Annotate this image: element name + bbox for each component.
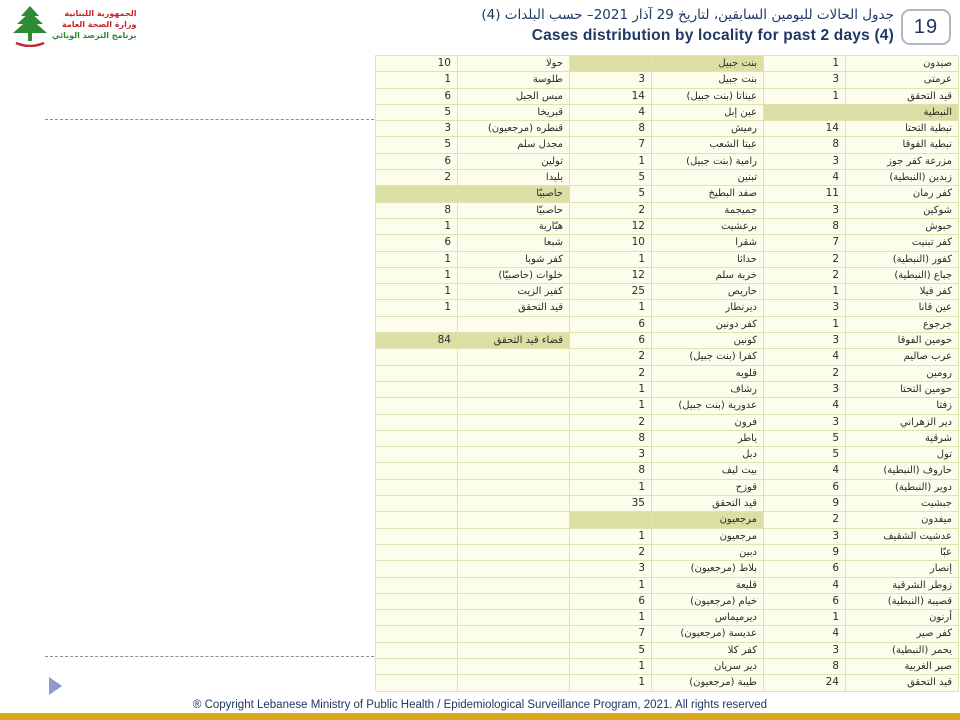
locality-name-cell: جميجمة xyxy=(652,203,764,219)
case-count-cell: 10 xyxy=(376,56,458,72)
case-count-cell xyxy=(376,626,458,642)
slide-title xyxy=(481,5,894,46)
case-count-cell: 1 xyxy=(570,659,652,675)
locality-name-cell: كفر تبنيت xyxy=(846,235,959,251)
locality-name-cell: دير سريان xyxy=(652,659,764,675)
case-count-cell xyxy=(376,415,458,431)
locality-name-cell: حومين الفوقا xyxy=(846,333,959,349)
case-count-cell: 84 xyxy=(376,333,458,349)
page-number-badge xyxy=(901,9,951,45)
locality-name-cell xyxy=(458,382,570,398)
locality-name-cell xyxy=(458,349,570,365)
case-count-cell: 1 xyxy=(570,529,652,545)
case-count-cell: 6 xyxy=(764,480,846,496)
case-count-cell: 1 xyxy=(376,219,458,235)
locality-name-cell: فرون xyxy=(652,415,764,431)
dashed-guide-line-bottom xyxy=(45,656,374,657)
locality-name-cell: قيد التحقق xyxy=(846,675,959,691)
locality-name-cell: يحمر (النبطية) xyxy=(846,643,959,659)
case-count-cell: 1 xyxy=(376,284,458,300)
case-count-cell: 1 xyxy=(764,284,846,300)
locality-name-cell: دير الزهراني xyxy=(846,415,959,431)
case-count-cell: 25 xyxy=(570,284,652,300)
locality-name-cell: كفر كلا xyxy=(652,643,764,659)
locality-name-cell: شرقية xyxy=(846,431,959,447)
case-count-cell: 3 xyxy=(376,121,458,137)
locality-name-cell: عين قانا xyxy=(846,300,959,316)
logo-line-ministry: وزارة الصحة العامة xyxy=(61,20,137,29)
locality-name-cell: ديرميماس xyxy=(652,610,764,626)
locality-name-cell xyxy=(458,561,570,577)
locality-name-cell xyxy=(458,626,570,642)
case-count-cell: 6 xyxy=(376,89,458,105)
locality-name-cell: رامية (بنت جبيل) xyxy=(652,154,764,170)
case-count-cell: 4 xyxy=(570,105,652,121)
case-count-cell: 3 xyxy=(764,333,846,349)
case-count-cell: 4 xyxy=(764,170,846,186)
case-count-cell xyxy=(376,349,458,365)
locality-name-cell xyxy=(458,317,570,333)
locality-name-cell: رومين xyxy=(846,366,959,382)
case-count-cell: 2 xyxy=(570,545,652,561)
case-count-cell: 8 xyxy=(764,219,846,235)
locality-name-cell: كفر رمان xyxy=(846,186,959,202)
title-arabic: جدول الحالات لليومين السابقين، لتاريخ 29 آذار 2021– حسب البلدات (4) xyxy=(481,7,894,23)
locality-name-cell: عبّا xyxy=(846,545,959,561)
case-count-cell: 8 xyxy=(764,137,846,153)
locality-name-cell xyxy=(458,415,570,431)
locality-name-cell: مزرعة كفر جوز xyxy=(846,154,959,170)
locality-name-cell: جباع (النبطية) xyxy=(846,268,959,284)
case-count-cell: 8 xyxy=(764,659,846,675)
locality-name-cell: صفد البطيخ xyxy=(652,186,764,202)
locality-name-cell: زفتا xyxy=(846,398,959,414)
locality-name-cell: خلوات (حاصبيّا) xyxy=(458,268,570,284)
locality-name-cell: قيد التحقق xyxy=(458,300,570,316)
locality-name-cell xyxy=(458,447,570,463)
locality-name-cell: مرجعيون xyxy=(652,529,764,545)
locality-name-cell: قليعة xyxy=(652,578,764,594)
locality-name-cell: كفر صير xyxy=(846,626,959,642)
case-count-cell: 3 xyxy=(764,300,846,316)
case-count-cell xyxy=(376,447,458,463)
case-count-cell xyxy=(376,186,458,202)
case-count-cell: 1 xyxy=(570,382,652,398)
case-count-cell: 5 xyxy=(376,137,458,153)
case-count-cell: 2 xyxy=(570,203,652,219)
locality-name-cell: حاروف (النبطية) xyxy=(846,463,959,479)
locality-name-cell: ديرنطار xyxy=(652,300,764,316)
case-count-cell: 1 xyxy=(570,578,652,594)
case-count-cell: 11 xyxy=(764,186,846,202)
locality-name-cell: خربة سلم xyxy=(652,268,764,284)
locality-name-cell: عرمتى xyxy=(846,72,959,88)
logo-text xyxy=(52,5,136,41)
case-count-cell: 5 xyxy=(570,643,652,659)
case-count-cell: 1 xyxy=(376,300,458,316)
locality-name-cell: عدشيت الشقيف xyxy=(846,529,959,545)
locality-name-cell xyxy=(458,463,570,479)
case-count-cell xyxy=(376,594,458,610)
locality-name-cell: قبريخا xyxy=(458,105,570,121)
locality-name-cell: كفر شوبا xyxy=(458,252,570,268)
district-header-cell: حاصبيّا xyxy=(458,186,570,202)
locality-name-cell: قيد التحقق xyxy=(652,496,764,512)
case-count-cell: 1 xyxy=(376,268,458,284)
case-count-cell: 9 xyxy=(764,496,846,512)
locality-name-cell: عيتا الشعب xyxy=(652,137,764,153)
case-count-cell xyxy=(376,675,458,691)
locality-name-cell: جبشيت xyxy=(846,496,959,512)
case-count-cell: 6 xyxy=(376,154,458,170)
locality-name-cell xyxy=(458,480,570,496)
case-count-cell xyxy=(376,317,458,333)
locality-name-cell xyxy=(458,496,570,512)
locality-name-cell: نبطية الفوقا xyxy=(846,137,959,153)
locality-name-cell: ياطر xyxy=(652,431,764,447)
locality-name-cell: طيبة (مرجعيون) xyxy=(652,675,764,691)
footer-gold-bar xyxy=(0,713,960,720)
case-count-cell: 10 xyxy=(570,235,652,251)
locality-name-cell: تولين xyxy=(458,154,570,170)
locality-name-cell: كفر دونين xyxy=(652,317,764,333)
locality-name-cell: قوزح xyxy=(652,480,764,496)
case-count-cell: 3 xyxy=(764,382,846,398)
logo-line-republic: الجمهورية اللبنانية xyxy=(64,9,137,18)
dashed-guide-line-top xyxy=(45,119,374,120)
case-count-cell: 4 xyxy=(764,349,846,365)
locality-name-cell: حاصبيّا xyxy=(458,203,570,219)
case-count-cell xyxy=(764,105,846,121)
locality-name-cell: قيد التحقق xyxy=(846,89,959,105)
copyright-text: ® Copyright Lebanese Ministry of Public Health / Epidemiological Surveillance Program, 2021. All rights reserved xyxy=(192,699,768,711)
locality-name-cell: زبدين (النبطية) xyxy=(846,170,959,186)
locality-name-cell: شبعا xyxy=(458,235,570,251)
case-count-cell: 2 xyxy=(764,268,846,284)
locality-name-cell xyxy=(458,529,570,545)
case-count-cell: 2 xyxy=(570,349,652,365)
case-count-cell: 6 xyxy=(570,317,652,333)
locality-name-cell: شقرا xyxy=(652,235,764,251)
district-header-cell: بنت جبيل xyxy=(652,56,764,72)
case-count-cell: 8 xyxy=(570,463,652,479)
locality-name-cell: تبنين xyxy=(652,170,764,186)
locality-name-cell: قلويه xyxy=(652,366,764,382)
locality-name-cell xyxy=(458,643,570,659)
case-count-cell xyxy=(376,512,458,528)
case-count-cell: 1 xyxy=(764,89,846,105)
locality-name-cell: دوير (النبطية) xyxy=(846,480,959,496)
case-count-cell: 4 xyxy=(764,398,846,414)
locality-name-cell: حداثا xyxy=(652,252,764,268)
locality-name-cell: زوطر الشرقية xyxy=(846,578,959,594)
case-count-cell: 1 xyxy=(570,675,652,691)
locality-name-cell: أرنون xyxy=(846,610,959,626)
case-count-cell: 3 xyxy=(764,203,846,219)
locality-name-cell xyxy=(458,578,570,594)
locality-name-cell xyxy=(458,512,570,528)
case-count-cell: 6 xyxy=(376,235,458,251)
case-count-cell: 12 xyxy=(570,219,652,235)
case-count-cell: 7 xyxy=(570,626,652,642)
locality-name-cell: دبل xyxy=(652,447,764,463)
page-number: 19 xyxy=(913,15,939,38)
locality-name-cell: برعشيت xyxy=(652,219,764,235)
case-count-cell: 35 xyxy=(570,496,652,512)
case-count-cell: 1 xyxy=(570,398,652,414)
locality-name-cell: شوكين xyxy=(846,203,959,219)
case-count-cell: 3 xyxy=(570,447,652,463)
locality-name-cell: صير الغربية xyxy=(846,659,959,675)
case-count-cell: 8 xyxy=(570,121,652,137)
locality-name-cell: هبّارية xyxy=(458,219,570,235)
case-count-cell: 3 xyxy=(764,529,846,545)
locality-name-cell: قصيبة (النبطية) xyxy=(846,594,959,610)
locality-name-cell: جرجوع xyxy=(846,317,959,333)
cedar-tree-icon xyxy=(12,5,48,47)
locality-name-cell: بنت جبيل xyxy=(652,72,764,88)
case-count-cell: 4 xyxy=(764,578,846,594)
locality-name-cell: حومين التحتا xyxy=(846,382,959,398)
case-count-cell: 1 xyxy=(570,154,652,170)
case-count-cell: 1 xyxy=(570,300,652,316)
district-header-cell: النبطية xyxy=(846,105,959,121)
case-count-cell: 3 xyxy=(764,72,846,88)
case-count-cell xyxy=(376,545,458,561)
locality-name-cell xyxy=(458,659,570,675)
case-count-cell xyxy=(376,431,458,447)
case-count-cell: 3 xyxy=(570,72,652,88)
locality-name-cell: تول xyxy=(846,447,959,463)
case-count-cell xyxy=(570,56,652,72)
case-count-cell: 3 xyxy=(764,154,846,170)
case-count-cell: 8 xyxy=(570,431,652,447)
locality-name-cell: كونين xyxy=(652,333,764,349)
case-count-cell xyxy=(376,382,458,398)
case-count-cell: 2 xyxy=(764,366,846,382)
case-count-cell: 6 xyxy=(570,333,652,349)
case-count-cell: 1 xyxy=(570,480,652,496)
case-count-cell: 3 xyxy=(570,561,652,577)
locality-name-cell: إنصار xyxy=(846,561,959,577)
locality-name-cell xyxy=(458,675,570,691)
case-count-cell xyxy=(376,463,458,479)
case-count-cell xyxy=(376,659,458,675)
case-count-cell xyxy=(376,366,458,382)
cases-table xyxy=(375,55,958,691)
locality-name-cell: ميس الجبل xyxy=(458,89,570,105)
case-count-cell: 6 xyxy=(570,594,652,610)
locality-name-cell: بلاط (مرجعيون) xyxy=(652,561,764,577)
case-count-cell: 3 xyxy=(764,643,846,659)
locality-name-cell: خيام (مرجعيون) xyxy=(652,594,764,610)
case-count-cell xyxy=(570,512,652,528)
case-count-cell: 5 xyxy=(376,105,458,121)
case-count-cell: 1 xyxy=(764,610,846,626)
case-count-cell: 4 xyxy=(764,626,846,642)
case-count-cell xyxy=(376,610,458,626)
locality-name-cell xyxy=(458,594,570,610)
district-header-cell: مرجعيون xyxy=(652,512,764,528)
case-count-cell: 5 xyxy=(570,170,652,186)
district-header-cell: قضاء قيد التحقق xyxy=(458,333,570,349)
locality-name-cell: عيناتا (بنت جبيل) xyxy=(652,89,764,105)
locality-name-cell: ميفدون xyxy=(846,512,959,528)
moph-logo xyxy=(12,5,136,47)
case-count-cell: 2 xyxy=(570,366,652,382)
case-count-cell xyxy=(376,529,458,545)
locality-name-cell: كفور (النبطية) xyxy=(846,252,959,268)
case-count-cell: 4 xyxy=(764,463,846,479)
case-count-cell: 3 xyxy=(764,415,846,431)
case-count-cell xyxy=(376,496,458,512)
case-count-cell: 1 xyxy=(764,317,846,333)
case-count-cell: 6 xyxy=(764,594,846,610)
case-count-cell: 6 xyxy=(764,561,846,577)
locality-name-cell: بيت ليف xyxy=(652,463,764,479)
locality-name-cell: حولا xyxy=(458,56,570,72)
case-count-cell: 14 xyxy=(570,89,652,105)
case-count-cell: 9 xyxy=(764,545,846,561)
case-count-cell: 2 xyxy=(376,170,458,186)
case-count-cell: 1 xyxy=(376,252,458,268)
locality-name-cell: عدورية (بنت جبيل) xyxy=(652,398,764,414)
case-count-cell: 7 xyxy=(764,235,846,251)
case-count-cell: 1 xyxy=(376,72,458,88)
case-count-cell: 5 xyxy=(570,186,652,202)
case-count-cell: 1 xyxy=(570,610,652,626)
logo-line-program: برنامج الترصد الوبائي xyxy=(52,31,137,40)
locality-name-cell xyxy=(458,366,570,382)
case-count-cell: 2 xyxy=(764,512,846,528)
locality-name-cell: حاريص xyxy=(652,284,764,300)
case-count-cell: 8 xyxy=(376,203,458,219)
case-count-cell xyxy=(376,578,458,594)
case-count-cell: 2 xyxy=(764,252,846,268)
case-count-cell: 24 xyxy=(764,675,846,691)
locality-name-cell xyxy=(458,398,570,414)
case-count-cell: 12 xyxy=(570,268,652,284)
locality-name-cell: قنطره (مرجعيون) xyxy=(458,121,570,137)
locality-name-cell: عين إبل xyxy=(652,105,764,121)
locality-name-cell: نبطية التحتا xyxy=(846,121,959,137)
case-count-cell: 7 xyxy=(570,137,652,153)
locality-name-cell xyxy=(458,545,570,561)
case-count-cell: 1 xyxy=(764,56,846,72)
locality-name-cell: صيدون xyxy=(846,56,959,72)
title-english: Cases distribution by locality for past 2 days (4) xyxy=(531,27,894,44)
case-count-cell xyxy=(376,398,458,414)
locality-name-cell: كفرا (بنت جبيل) xyxy=(652,349,764,365)
case-count-cell: 5 xyxy=(764,431,846,447)
locality-name-cell: رشاف xyxy=(652,382,764,398)
locality-name-cell: عرب صاليم xyxy=(846,349,959,365)
locality-name-cell: طلوسة xyxy=(458,72,570,88)
case-count-cell: 14 xyxy=(764,121,846,137)
locality-name-cell xyxy=(458,431,570,447)
case-count-cell xyxy=(376,561,458,577)
locality-name-cell: رميش xyxy=(652,121,764,137)
locality-name-cell: كفر فيلا xyxy=(846,284,959,300)
locality-name-cell: كفير الزيت xyxy=(458,284,570,300)
case-count-cell: 5 xyxy=(764,447,846,463)
locality-name-cell: عديسة (مرجعيون) xyxy=(652,626,764,642)
case-count-cell: 2 xyxy=(570,415,652,431)
locality-name-cell: دبين xyxy=(652,545,764,561)
case-count-cell xyxy=(376,480,458,496)
next-arrow-icon[interactable] xyxy=(49,677,62,695)
locality-name-cell xyxy=(458,610,570,626)
locality-name-cell: بليدا xyxy=(458,170,570,186)
case-count-cell: 1 xyxy=(570,252,652,268)
case-count-cell xyxy=(376,643,458,659)
locality-name-cell: مجدل سلم xyxy=(458,137,570,153)
locality-name-cell: حبوش xyxy=(846,219,959,235)
